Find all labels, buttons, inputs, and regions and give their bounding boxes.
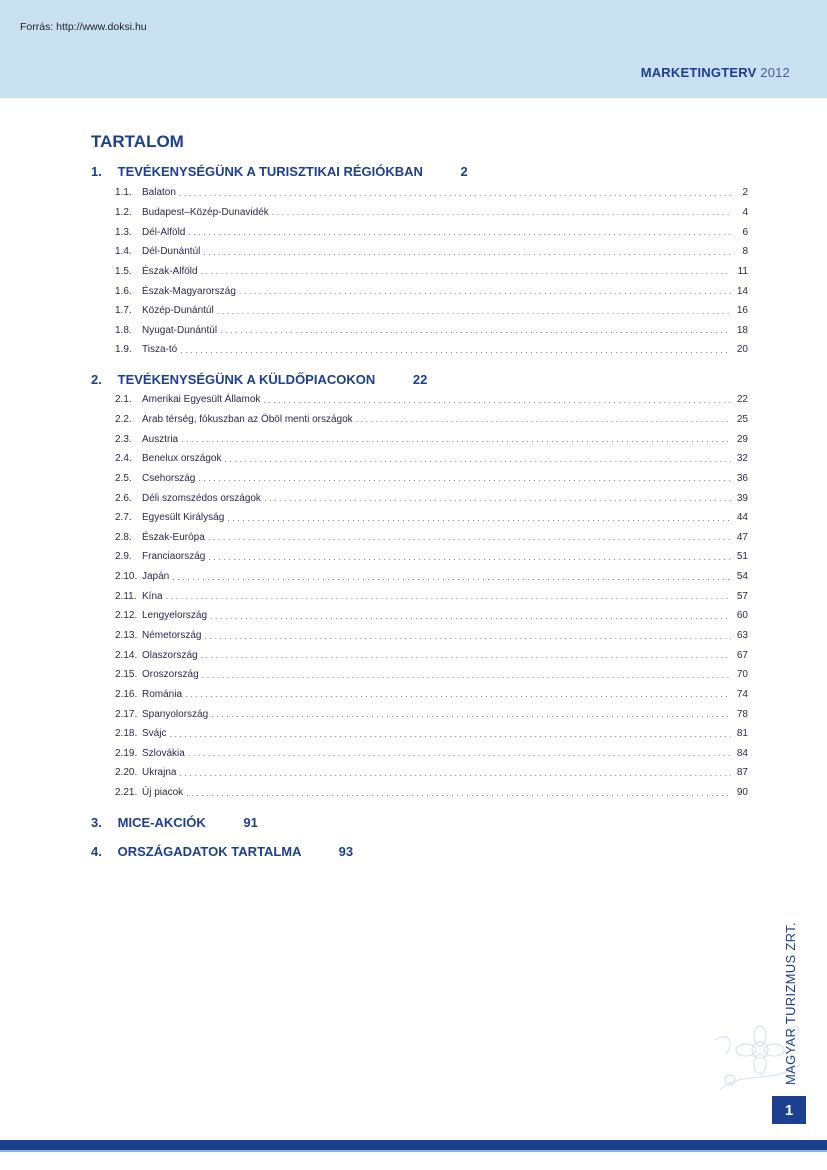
toc-entry[interactable] xyxy=(115,665,748,685)
dot-leader xyxy=(217,306,731,316)
entry-number: 2.11. xyxy=(115,590,137,602)
entry-page: 36 xyxy=(736,472,748,484)
entry-number: 1.5. xyxy=(115,265,132,277)
entry-title: Oroszország xyxy=(142,669,199,681)
entry-number: 2.13. xyxy=(115,630,138,641)
dot-leader xyxy=(181,434,731,444)
entry-title: Egyesült Királyság xyxy=(142,512,225,524)
dot-leader xyxy=(179,188,731,198)
section-number: 1. xyxy=(91,164,102,179)
dot-leader xyxy=(169,729,731,739)
document-brand: MARKETINGTERV xyxy=(640,65,757,80)
section-page: 91 xyxy=(243,815,258,830)
entry-title: Spanyolország xyxy=(142,708,209,720)
toc-entry[interactable] xyxy=(115,301,748,321)
toc-entry[interactable] xyxy=(115,508,748,528)
section-title: MICE-AKCIÓK xyxy=(117,815,206,830)
entry-number: 2.15. xyxy=(115,669,138,681)
entry-number: 2.12. xyxy=(115,610,138,622)
entry-title: Észak-Magyarország xyxy=(142,285,236,297)
document-year: 2012 xyxy=(760,65,790,80)
entry-number: 2.21. xyxy=(115,787,138,799)
toc-entry[interactable] xyxy=(115,744,748,764)
entry-title: Csehország xyxy=(142,472,196,484)
entry-page: 60 xyxy=(736,610,748,622)
company-name: MAGYAR TURIZMUS ZRT. xyxy=(783,922,798,1085)
entry-number: 2.3. xyxy=(115,433,132,445)
dot-leader xyxy=(263,395,731,405)
toc-entry[interactable] xyxy=(115,222,748,242)
toc-entry[interactable] xyxy=(115,262,748,282)
toc-entry[interactable] xyxy=(115,567,748,587)
dot-leader xyxy=(185,689,731,699)
section-page: 22 xyxy=(412,372,428,387)
entry-title: Lengyelország xyxy=(142,610,208,622)
entry-page: 51 xyxy=(736,551,748,563)
toc-entry[interactable] xyxy=(115,606,748,626)
entry-number: 1.7. xyxy=(115,305,132,317)
entry-page: 2 xyxy=(742,187,748,199)
section-title: TEVÉKENYSÉGÜNK A TURISZTIKAI RÉGIÓKBAN xyxy=(117,164,423,179)
entry-number: 2.19. xyxy=(115,747,138,759)
section-title: TEVÉKENYSÉGÜNK A KÜLDŐPIACOKON xyxy=(117,372,376,387)
dot-leader xyxy=(208,532,731,542)
entry-number: 2.5. xyxy=(115,472,132,484)
entry-page: 20 xyxy=(736,344,748,356)
entry-page: 90 xyxy=(736,787,748,799)
entry-title: Arab térség, fókuszban az Öböl menti országok xyxy=(142,413,353,425)
document-title xyxy=(641,65,790,80)
entry-number: 2.6. xyxy=(115,492,132,504)
entry-title: Románia xyxy=(142,688,183,700)
toc-entry[interactable] xyxy=(115,685,748,705)
toc-entry[interactable] xyxy=(115,783,748,803)
toc-entry[interactable] xyxy=(115,242,748,262)
dot-leader xyxy=(211,709,731,719)
entry-page: 47 xyxy=(736,531,748,543)
floral-ornament-icon xyxy=(700,1010,820,1100)
dot-leader xyxy=(356,414,731,424)
entry-number: 2.18. xyxy=(115,728,138,740)
header-band xyxy=(0,0,827,98)
entry-title: Tisza-tó xyxy=(142,344,178,356)
section-number: 2. xyxy=(91,372,102,387)
dot-leader xyxy=(201,650,731,660)
entry-page: 16 xyxy=(736,305,748,317)
dot-leader xyxy=(225,454,732,464)
entry-number: 2.10. xyxy=(115,571,138,583)
toc-entry[interactable] xyxy=(115,469,748,489)
toc-entry[interactable] xyxy=(115,586,748,606)
dot-leader xyxy=(188,748,731,758)
entry-title: Benelux országok xyxy=(142,453,222,465)
entry-number: 2.4. xyxy=(115,453,132,465)
entry-page: 25 xyxy=(736,413,748,425)
entry-title: Nyugat-Dunántúl xyxy=(142,324,218,336)
entry-page: 11 xyxy=(737,265,748,277)
section-number: 3. xyxy=(91,815,102,830)
toc-entry[interactable] xyxy=(115,645,748,665)
dot-leader xyxy=(198,473,731,483)
toc-entry[interactable] xyxy=(115,547,748,567)
dot-leader xyxy=(203,247,731,257)
entry-number: 2.17. xyxy=(115,708,138,720)
entry-number: 2.20. xyxy=(115,767,138,779)
entry-title: Németország xyxy=(142,630,202,641)
dot-leader xyxy=(179,768,731,778)
toc-entry[interactable] xyxy=(115,763,748,783)
dot-leader xyxy=(227,513,731,523)
section-title: ORSZÁGADATOK TARTALMA xyxy=(117,844,302,859)
entry-page: 6 xyxy=(742,226,748,238)
entry-page: 44 xyxy=(736,512,748,524)
entry-number: 1.4. xyxy=(115,246,132,258)
toc-section-2[interactable] xyxy=(91,372,427,387)
entry-title: Amerikai Egyesült Államok xyxy=(142,394,261,406)
entry-number: 1.1. xyxy=(115,187,132,199)
dot-leader xyxy=(264,493,731,503)
entry-number: 2.14. xyxy=(115,649,138,661)
entry-page: 84 xyxy=(736,747,748,759)
entry-title: Közép-Dunántúl xyxy=(142,305,214,317)
dot-leader xyxy=(180,345,731,355)
dot-leader xyxy=(239,286,731,296)
entry-page: 22 xyxy=(736,394,748,406)
toc-entry[interactable] xyxy=(115,183,748,203)
toc-entry[interactable] xyxy=(115,203,748,223)
entry-title: Svájc xyxy=(142,728,167,740)
entry-title: Déli szomszédos országok xyxy=(142,492,261,504)
toc-entry[interactable] xyxy=(115,724,748,744)
toc-title: TARTALOM xyxy=(91,132,184,151)
dot-leader xyxy=(220,325,731,335)
toc-entry[interactable] xyxy=(115,390,748,410)
bottom-stripe xyxy=(0,1140,827,1150)
entry-title: Dél-Alföld xyxy=(142,226,186,238)
dot-leader xyxy=(186,788,731,798)
entry-title: Észak-Európa xyxy=(142,531,205,543)
entry-title: Ausztria xyxy=(142,433,179,445)
entry-number: 1.9. xyxy=(115,344,132,356)
entry-number: 1.6. xyxy=(115,285,132,297)
dot-leader xyxy=(210,611,731,621)
dot-leader xyxy=(272,207,731,217)
entry-title: Balaton xyxy=(142,187,176,199)
entry-number: 2.1. xyxy=(115,394,132,406)
entry-title: Franciaország xyxy=(142,551,206,563)
entry-page: 78 xyxy=(736,708,748,720)
entry-page: 39 xyxy=(736,492,748,504)
toc-entry[interactable] xyxy=(115,340,748,360)
dot-leader xyxy=(204,631,731,641)
entry-number: 1.2. xyxy=(115,206,132,218)
toc-entries-2 xyxy=(115,390,748,802)
entry-number: 2.7. xyxy=(115,512,132,524)
entry-number: 1.3. xyxy=(115,226,132,238)
toc-section-4[interactable] xyxy=(91,844,353,859)
section-number: 4. xyxy=(91,844,102,859)
entry-page: 29 xyxy=(736,433,748,445)
entry-page: 32 xyxy=(736,453,748,465)
entry-title: Észak-Alföld xyxy=(142,265,198,277)
toc-entry[interactable] xyxy=(115,488,748,508)
entry-page: 67 xyxy=(736,649,748,661)
entry-number: 2.2. xyxy=(115,413,132,425)
entry-number: 1.8. xyxy=(115,324,132,336)
bottom-stripe-light xyxy=(0,1150,827,1152)
entry-page: 74 xyxy=(736,688,748,700)
section-page: 2 xyxy=(460,164,468,179)
dot-leader xyxy=(201,266,731,276)
entry-page: 57 xyxy=(736,590,748,602)
entry-title: Szlovákia xyxy=(142,747,185,759)
toc-entry[interactable] xyxy=(115,281,748,301)
toc-entry[interactable] xyxy=(115,429,748,449)
entry-number: 2.8. xyxy=(115,531,132,543)
page-number: 1 xyxy=(772,1096,806,1124)
entry-title: Dél-Dunántúl xyxy=(142,246,201,258)
toc-entry[interactable] xyxy=(115,704,748,724)
entry-page: 14 xyxy=(736,285,748,297)
toc-section-1[interactable] xyxy=(91,164,468,179)
entry-title: Olaszország xyxy=(142,649,198,661)
entry-page: 81 xyxy=(736,728,748,740)
toc-entry[interactable] xyxy=(115,320,748,340)
dot-leader xyxy=(202,670,731,680)
toc-entry[interactable] xyxy=(115,410,748,430)
entry-title: Japán xyxy=(142,571,170,583)
entry-page: 70 xyxy=(736,669,748,681)
entry-title: Budapest–Közép-Dunavidék xyxy=(142,206,269,218)
dot-leader xyxy=(172,572,731,582)
toc-entry[interactable] xyxy=(115,626,748,646)
entry-page: 63 xyxy=(736,630,748,641)
entry-title: Kína xyxy=(142,590,163,602)
entry-number: 2.16. xyxy=(115,688,138,700)
entry-title: Új piacok xyxy=(142,787,184,799)
entry-page: 4 xyxy=(742,206,748,218)
entry-number: 2.9. xyxy=(115,551,132,563)
toc-section-3[interactable] xyxy=(91,815,258,830)
entry-page: 87 xyxy=(736,767,748,779)
toc-entry[interactable] xyxy=(115,527,748,547)
toc-entry[interactable] xyxy=(115,449,748,469)
entry-page: 18 xyxy=(736,324,748,336)
entry-page: 54 xyxy=(736,571,748,583)
dot-leader xyxy=(188,227,731,237)
entry-title: Ukrajna xyxy=(142,767,177,779)
toc-entries-1 xyxy=(115,183,748,360)
section-page: 93 xyxy=(338,844,354,859)
entry-page: 8 xyxy=(742,246,748,258)
source-link[interactable]: Forrás: http://www.doksi.hu xyxy=(20,21,147,33)
dot-leader xyxy=(208,552,731,562)
dot-leader xyxy=(166,591,731,601)
